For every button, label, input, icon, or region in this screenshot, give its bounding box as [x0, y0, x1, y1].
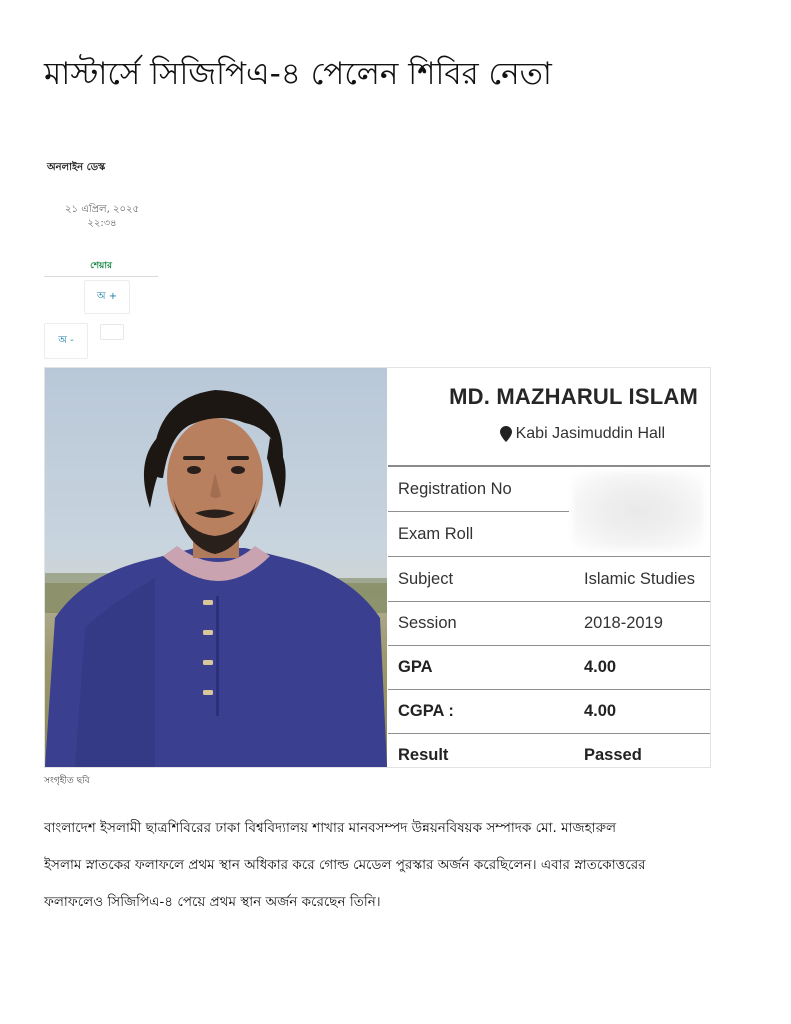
font-decrease-button[interactable]: অ - [44, 323, 88, 359]
body-line: ইসলাম স্নাতকের ফলাফলে প্রথম স্থান অধিকার করে গোল্ড মেডেল পুরস্কার অর্জন করেছিলেন। এবার স্নাতকোত্তরের [44, 857, 646, 873]
body-line: ফলাফলেও সিজিপিএ-৪ পেয়ে প্রথম স্থান অর্জন করেছেন তিনি। [44, 894, 381, 910]
row-cgpa [388, 689, 710, 733]
row-value: 4.00 [584, 658, 617, 676]
row-gpa [388, 645, 710, 689]
row-value: 4.00 [584, 702, 617, 720]
student-portrait-illustration [45, 368, 387, 767]
image-caption: সংগৃহীত ছবি [44, 776, 90, 786]
row-value: Islamic Studies [584, 570, 695, 588]
result-info-panel [388, 368, 710, 767]
publish-time: ২২:৩৪ [87, 218, 117, 229]
publish-datetime [44, 203, 160, 231]
row-result [388, 733, 710, 768]
row-label: GPA [398, 658, 433, 676]
article-body [44, 810, 724, 921]
hall-line [500, 425, 665, 443]
redacted-blur [573, 472, 703, 550]
map-pin-icon [500, 426, 512, 442]
result-card-image [44, 367, 711, 768]
author-name[interactable]: অনলাইন ডেস্ক [47, 162, 106, 173]
student-name: MD. MAZHARUL ISLAM [449, 384, 698, 409]
share-button[interactable]: শেয়ার [44, 258, 158, 277]
row-label: Exam Roll [398, 525, 474, 543]
row-label: CGPA : [398, 702, 454, 720]
article-headline: মাস্টার্সে সিজিপিএ-৪ পেলেন শিবির নেতা [44, 56, 552, 92]
row-label: Session [398, 614, 457, 632]
row-label: Result [398, 746, 449, 764]
row-session [388, 601, 710, 645]
row-subject [388, 557, 710, 601]
font-reset-button[interactable] [100, 324, 124, 340]
student-photo [45, 368, 387, 767]
body-line: বাংলাদেশ ইসলামী ছাত্রশিবিরের ঢাকা বিশ্ববিদ্যালয় শাখার মানবসম্পদ উন্নয়নবিষয়ক সম্পাদক মো. মাজহারুল [44, 820, 617, 836]
row-label: Subject [398, 570, 454, 588]
publish-date: ২১ এপ্রিল, ২০২৫ [65, 204, 139, 215]
hall-name: Kabi Jasimuddin Hall [515, 425, 665, 442]
row-label: Registration No [398, 480, 512, 498]
row-value: Passed [584, 746, 642, 764]
row-value: 2018-2019 [584, 614, 663, 632]
font-increase-button[interactable]: অ + [84, 280, 130, 314]
